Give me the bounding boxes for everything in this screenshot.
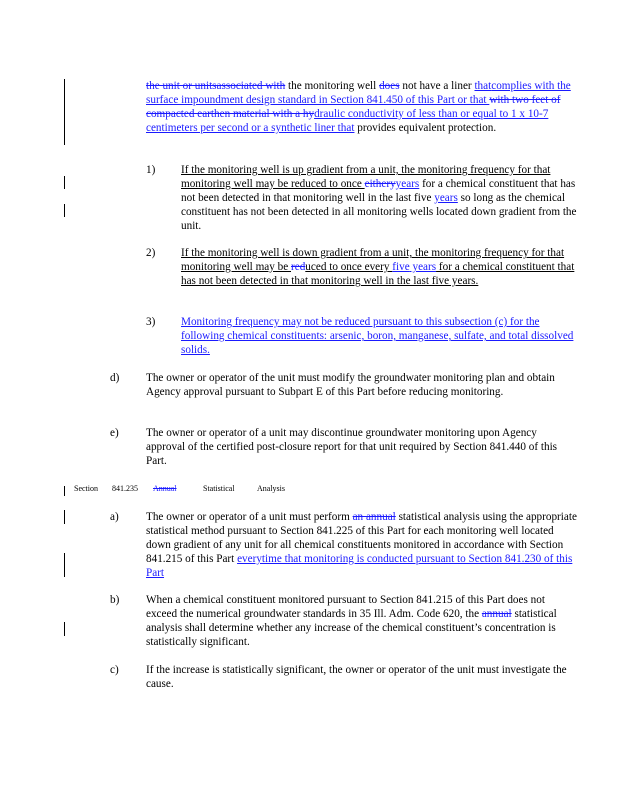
paragraph-c-label: c)	[110, 664, 119, 676]
subsection-1-label: 1)	[146, 164, 156, 176]
paragraph-e-label: e)	[110, 427, 119, 439]
inserted-text: years	[395, 178, 420, 190]
inserted-text: draulic conductivity of less than or equal to 1 x 10	[314, 108, 540, 120]
deleted-text: red	[291, 261, 306, 273]
text-run: statistical analysis using the appropriate statistical method pursuant to Section 841.225 of this Part for each monitoring well located down gradient of any unit for all chemical constituents monitored in accordance with Section 841.215 of this Part	[146, 511, 577, 565]
deleted-text: do	[379, 80, 391, 92]
text-run: The owner or operator of a unit must perform	[146, 511, 353, 523]
deleted-text: eithery	[364, 178, 396, 190]
deleted-text: the unit or units	[146, 80, 217, 92]
inserted-text: Monitoring frequency may not be reduced pursuant to this subsection (c) for the following chemical constituents: arsenic, boron, manganese, sulfate, and total dissolved solids.	[181, 316, 574, 356]
change-bar	[64, 79, 65, 145]
text-run: for a chemical constituent that has not been detected in that monitoring well in the last five	[181, 178, 576, 204]
text-run: statistical analysis shall determine whether any increase of the chemical constituent’s concentration is statistically significant.	[146, 608, 557, 648]
paragraph-c-text: If the increase is statistically significant, the owner or operator of the unit must investigate the cause.	[146, 664, 567, 690]
inserted-text: five	[392, 261, 410, 273]
section-heading-statistical: Statistical	[203, 484, 235, 493]
paragraph-b-label: b)	[110, 594, 120, 606]
text-run: When a chemical constituent monitored pursuant to Section 841.215 of this Part does not exceed the numerical groundwater standards in 35 Ill. Adm. Code 620, the	[146, 594, 545, 620]
inserted-text: centimeters per second or a synthetic liner that	[146, 122, 355, 134]
paragraph-d-text: The owner or operator of the unit must modify the groundwater monitoring plan and obtain Agency approval pursuant to Subpart E of this Part before reducing monitoring.	[146, 372, 555, 398]
change-bar	[64, 176, 65, 189]
paragraph-e-text: The owner or operator of a unit may discontinue groundwater monitoring upon Agency approval of the certified post-closure report for that unit required by Section 841.440 of this Part.	[146, 427, 558, 467]
text-run: uced to once every	[305, 261, 393, 273]
paragraph-a-label: a)	[110, 511, 119, 523]
change-bar	[64, 553, 65, 577]
text-run: provides equivalent protection.	[354, 122, 497, 134]
text-run: If the monitoring well is down gradient from a unit, the monitoring frequency for that monitoring well may be	[181, 247, 565, 273]
text-run: the monitoring well	[285, 80, 380, 92]
text-run: for a chemical constituent that has not been detected in that monitoring well in the last five years.	[181, 261, 575, 287]
paragraph-a-text	[146, 510, 578, 580]
subsection-3-label: 3)	[146, 316, 156, 328]
change-bar	[64, 622, 65, 636]
deleted-text: with two feet of compacted earthen material with a hy	[146, 94, 561, 120]
paragraph-d-label: d)	[110, 372, 120, 384]
subsection-2-label: 2)	[146, 247, 156, 259]
inserted-text: years	[434, 192, 458, 204]
inserted-text: years	[409, 261, 437, 273]
change-bar	[64, 486, 65, 496]
section-heading-number: 841.235	[112, 484, 138, 493]
inserted-text: that	[474, 80, 492, 92]
section-heading-word: Section	[74, 484, 98, 493]
text-run: not have a liner	[399, 80, 475, 92]
inserted-text: complies with the surface impoundment design standard in Section 841.450 of this Part or that	[146, 80, 571, 106]
inserted-text: everytime that monitoring is conducted pursuant to Section 841.230 of this Part	[146, 553, 573, 579]
section-heading-analysis: Analysis	[257, 484, 285, 493]
subsection-1-text	[181, 163, 581, 233]
text-run: so long as the chemical constituent has not been detected in all monitoring wells located down gradient from the unit.	[181, 192, 577, 232]
paragraph-b-text	[146, 593, 578, 649]
section-heading-deleted: Annual	[153, 484, 177, 493]
text-run: If the monitoring well is up gradient from a unit, the monitoring frequency for that monitoring well may be reduced to once	[181, 164, 551, 190]
change-bar	[64, 204, 65, 217]
change-bar	[64, 510, 65, 524]
inserted-text: -7	[539, 108, 549, 120]
deleted-text: annual	[481, 608, 512, 620]
deleted-text: associated with	[216, 80, 286, 92]
subsection-2-text	[181, 246, 581, 288]
deleted-text: an annual	[352, 511, 396, 523]
intro-paragraph	[146, 79, 576, 135]
deleted-text: es	[390, 80, 400, 92]
subsection-3-text	[181, 315, 576, 357]
